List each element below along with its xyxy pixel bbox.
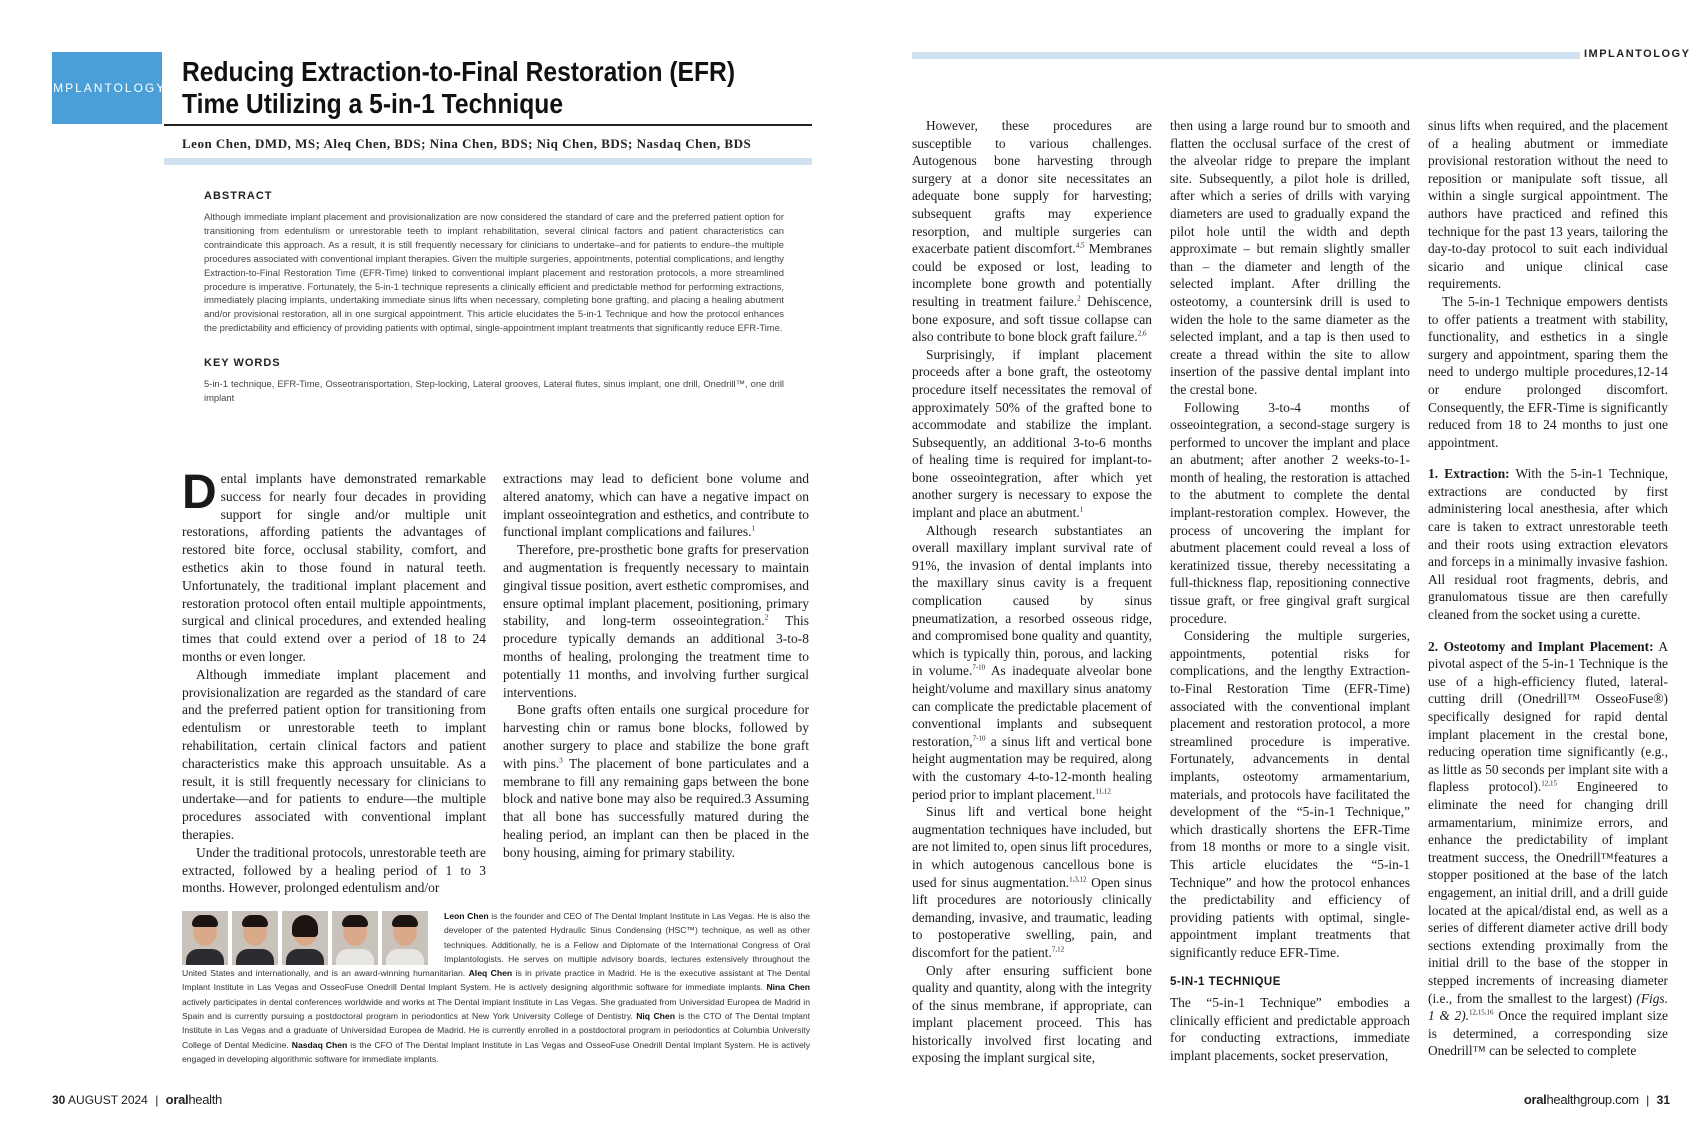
page-number: 30 <box>52 1093 66 1107</box>
drop-cap: D <box>182 466 217 519</box>
paragraph: The “5-in-1 Technique” embodies a clinically efficient and predictable approach for conducting extractions, immediate implant placements, socket preservation, <box>1170 995 1410 1063</box>
magazine-logo: oralhealth <box>165 1092 222 1107</box>
left-body-column-2 <box>503 470 809 862</box>
paragraph: Therefore, pre-prosthetic bone grafts for preservation and augmentation is frequently necessary to maintain gingival tissue position, avert esthetic compromises, and ensure optimal implant placement, positioning, primary stability, and long-term osseointegration.$^2$ This procedure typically demands an additional 3-to-8 months of healing, prolonging the treatment time to potentially 11 months, and involving further surgical interventions. <box>503 542 809 700</box>
paragraph: extractions may lead to deficient bone volume and altered anatomy, which can have a negative impact on implant osseointegration and esthetics, and contribute to functional implant complications and failures.$^1$ <box>503 471 809 540</box>
website-logo: oralhealthgroup.com <box>1523 1092 1639 1107</box>
keywords-heading: KEY WORDS <box>204 357 281 370</box>
right-body-column-1 <box>912 117 1152 1067</box>
paragraph: then using a large round bur to smooth and flatten the occlusal surface of the crest of the alveolar ridge to prepare the implant site. Subsequently, a pilot hole is drilled, after which a series of drills with varying diameters are used to gradually expand the pilot hole until the width and depth approximate – but remain slightly smaller than – the diameter and length of the selected implant. After drilling the osteotomy, a countersink drill is used to widen the hole to the same diameter as the selected implant, and a tap is then used to create a thread within the site to allow insertion of the passive dental implant into the crestal bone. <box>1170 118 1410 397</box>
author-line: Leon Chen, DMD, MS; Aleq Chen, BDS; Nina Chen, BDS; Niq Chen, BDS; Nasdaq Chen, BDS <box>182 136 752 151</box>
abstract-block <box>204 190 784 405</box>
running-head: IMPLANTOLOGY <box>1584 48 1691 60</box>
paragraph: The 5-in-1 Technique empowers dentists to offer patients a treatment with stability, functionality, and esthetics in a single surgery and appointment, sparing them the need to undergo multiple procedures,12-14 or endure prolonged discomfort. Consequently, the EFR-Time is significantly reduced from 18 to 24 months to just one appointment. <box>1428 293 1668 450</box>
paragraph: Considering the multiple surgeries, appointments, potential risks for complications, and the lengthy Extraction-to-Final Restoration Time (EFR-Time) associated with the conventional implant placement and restoration protocol, a more streamlined procedure is imperative. Fortunately, advancements in dental implants, osteotomy armamentarium, materials, and protocols have facilitated the development of the “5-in-1 Technique,” which drastically shortens the EFR-Time from 18 months or more to a single visit. This article elucidates the “5-in-1 Technique” and how the protocol enhances the predictability and efficiency of providing patients with optimal, single-appointment implant treatments that significantly reduce EFR-Time. <box>1170 628 1410 960</box>
issue-date: AUGUST 2024 <box>68 1093 148 1107</box>
title-line-2: Time Utilizing a 5-in-1 Technique <box>182 88 564 119</box>
section-tab: IMPLANTOLOGY <box>52 52 162 124</box>
header-blue-rule-right <box>912 52 1580 59</box>
paragraph: Under the traditional protocols, unrestorable teeth are extracted, followed by a healing period of 1 to 3 months. However, prolonged edentulism and/or <box>182 844 486 896</box>
right-body-column-2 <box>1170 117 1410 1064</box>
right-folio: oralhealthgroup.com | 31 <box>1523 1092 1670 1107</box>
abstract-heading: ABSTRACT <box>204 190 273 202</box>
paragraph: However, these procedures are susceptible to various challenges. Autogenous bone harvesting through surgery at a donor site necessitates an adequate bone supply for harvesting; subsequent grafts may experience resorption, and multiple surgeries can exacerbate patient discomfort.$^{4,5}$ Membranes could be exposed or lost, leading to incomplete bone growth and potentially resulting in treatment failure.$^2$ Dehiscence, bone exposure, and soft tissue collapse can also contribute to bone block graft failure.$^{2,6}$ <box>912 118 1153 345</box>
paragraph: Although research substantiates an overall maxillary implant survival rate of 91%, the invasion of dental implants into the maxillary sinus cavity is a frequent complication caused by sinus pneumatization, a resorbed osseous ridge, and compromised bone quality and quantity, which is typically thin, porous, and lacking in volume.$^{7-10}$ As inadequate alveolar bone height/volume and maxillary sinus anatomy can complicate the predictable placement of conventional implants and subsequent restoration,$^{7-10}$ a sinus lift and vertical bone height augmentation may be required, along with the customary 4-to-12-month healing period prior to implant placement.$^{11,12}$ <box>912 522 1153 802</box>
keywords-text: 5-in-1 technique, EFR-Time, Osseotransportation, Step-locking, Lateral grooves, Lateral flutes, sinus implant, one drill, Onedrill™, one drill implant <box>204 378 784 404</box>
title-line-1: Reducing Extraction-to-Final Restoration (EFR) <box>182 56 736 87</box>
paragraph: Although immediate implant placement and provisionalization are regarded as the standard of care and the preferred patient option for transitioning from edentulism or unrestorable teeth to implant rehabilitation, certain clinical factors and patient characteristics make this approach unsuitable. As a result, it is still frequently necessary for clinicians to undertake—and for patients to endure—the multiple procedures associated with conventional implant therapies. <box>182 666 486 842</box>
paragraph: 1. Extraction: With the 5-in-1 Technique, extractions are conducted by first administering local anesthesia, after which care is taken to extract unrestorable teeth and their roots using extraction elevators and forceps in a minimally invasive fashion. All residual root fragments, debris, and granulomatous tissue are then carefully cleaned from the socket using a curette. <box>1428 466 1668 623</box>
step-heading: 1. Extraction: <box>1428 466 1510 482</box>
title-rule <box>164 124 812 126</box>
paragraph: Bone grafts often entails one surgical procedure for harvesting chin or ramus bone blocks, followed by another surgery to place and stabilize the bone graft with pins.$^3$ The placement of bone particulates and a membrane to fill any remaining gaps between the bone block and native bone may also be required.3 Assuming that all bone has successfully matured during the healing period, an implant can then be placed in the bony housing, aiming for primary stability. <box>503 702 809 860</box>
paragraph: 2. Osteotomy and Implant Placement: A pivotal aspect of the 5-in-1 Technique is the use of a high-efficiency fluted, lateral-cutting drill (Onedrill™ OsseoFuse®) specifically designed for rapid dental implant placement in the crestal bone, reducing operation time significantly (e.g., as little as 50 seconds per implant site with a flapless protocol).$^{12,15}$ Engineered to eliminate the need for changing drill armamentarium, minimize errors, and enhance the predictability of implant treatment success, the Onedrill™features a stopper positioned at the base of the latch engagement, an initial drill, and a drill guide located at the apical/distal end, as well as a series of different diameter active drill body sections extending proximally from the initial drill to the base of the stopper in stepped increments of increasing diameter (i.e., from the smallest to the largest) (Figs. 1 & 2).$^{12,15,16}$ Once the required implant size is determined, a corresponding size Onedrill™ can be selected to complete <box>1428 638 1669 1059</box>
author-bio: Leon Chen is the founder and CEO of The Dental Implant Institute in Las Vegas. He is also the developer of the patented Hydraulic Sinus Condensing (HSC™) technique, as well as other techniques. Additionally, he is a Fellow and Diplomate of the International Congress of Oral Implantologists. He serves on multiple advisory boards, lectures extensively throughout the United States and internationally, and is an award-winning humanitarian. Aleq Chen is in private practice in Madrid. He is the executive assistant at The Dental Implant Institute in Las Vegas and OsseoFuse Onedrill Dental Implant System. He is actively designing algorithmic software for immediate implants. Nina Chen actively participates in dental conferences worldwide and works at The Dental Implant Institute in Las Vegas. She graduated from Universidad Europea de Madrid in Spain and is currently pursuing a postdoctoral program in periodontics at New York University College of Dentistry. Niq Chen is the CTO of The Dental Implant Institute in Las Vegas and a graduate of Universidad Europea de Madrid. He is currently enrolled in a postdoctoral program in periodontics at Columbia University College of Dental Medicine. Nasdaq Chen is the CFO of The Dental Implant Institute in Las Vegas and OsseoFuse Onedrill Dental Implant System. He is actively engaged in developing algorithmic software for immediate implants. <box>182 911 811 1064</box>
abstract-text: Although immediate implant placement and provisionalization are now considered the standard of care and the preferred patient option for transitioning from edentulism or unrestorable teeth to implant rehabilitation, several clinical factors and patient characteristics can contraindicate this approach. As a result, it is still frequently necessary for clinicians to undertake–and for patients to endure–the multiple procedures associated with conventional implant therapies. Given the multiple surgeries, appointments, potential complications, and lengthy Extraction-to-Final Restoration Time (EFR-Time) linked to conventional implant placement and restoration protocols, a more streamlined procedure is imperative. Fortunately, the 5-in-1 technique represents a clinically efficient and predictable method for performing extractions, immediately placing implants, undertaking immediate sinus lifts when necessary, completing bone grafting, and placing a healing abutment and/or provisional restoration, all in one surgical appointment. This article elucidates the 5-in-1 Technique and how the protocol enhances the predictability and efficiency of providing patients with optimal, single-appointment implant treatments that significantly reduce EFR-Time. <box>204 211 784 334</box>
paragraph: Dental implants have demonstrated remarkable success for nearly four decades in providing support for single and/or multiple unit restorations, affording patients the advantages of restored bite force, occlusal stability, comfort, and esthetics akin to those found in natural teeth. Unfortunately, the traditional implant placement and restoration protocol often entail multiple appointments, surgical and clinical procedures, and extended healing times that could extend over a period of 18 to 24 months or even longer. <box>182 466 486 664</box>
paragraph: Following 3-to-4 months of osseointegration, a second-stage surgery is performed to uncover the implant and place an abutment; after another 2 weeks-to-1-month of healing, the restoration is attached to the abutment to complete the dental implant-restoration complex. However, the process of uncovering the implant for abutment placement could reveal a loss of keratinized tissue, thereby necessitating a full-thickness flap, repositioning connective tissue graft, or free gingival graft surgical procedure. <box>1170 399 1410 626</box>
article-title <box>182 56 745 120</box>
paragraph: Only after ensuring sufficient bone quality and quantity, along with the integrity of the sinus membrane, if appropriate, can implant placement proceed. This has historically involved first locating and exposing the implant surgical site, <box>912 962 1152 1066</box>
step-heading: 2. Osteotomy and Implant Placement: <box>1428 638 1654 654</box>
paragraph: sinus lifts when required, and the placement of a healing abutment or immediate provisional restoration without the need to reposition or manipulate soft tissue, all within a single surgical appointment. The authors have practiced and refined this technique for the past 13 years, tailoring the day-to-day protocol to suit each individual sicario and unique clinical case requirements. <box>1428 118 1668 292</box>
section-heading: 5-IN-1 TECHNIQUE <box>1170 975 1281 988</box>
left-body-column-1 <box>182 466 486 897</box>
header-blue-rule <box>164 158 812 165</box>
paragraph: Sinus lift and vertical bone height augmentation techniques have included, but are not limited to, open sinus lift procedures, in which autogenous cancellous bone is used for sinus augmentation.$^{1,3,12}$ Open sinus lift procedures are notoriously clinically demanding, invasive, and traumatic, leading to postoperative swelling, pain, and discomfort for the patient.$^{7,12}$ <box>912 804 1153 960</box>
right-body-column-3 <box>1428 117 1668 1060</box>
left-folio: 30 AUGUST 2024 | oralhealth <box>52 1092 222 1107</box>
page-number: 31 <box>1656 1093 1670 1107</box>
paragraph: Surprisingly, if implant placement proceeds after a bone graft, the osteotomy procedure itself necessitates the removal of approximately 50% of the grafted bone to accommodate and stabilize the implant. Subsequently, an additional 3-to-6 months of healing time is required for implant-to-bone osseointegration, after which yet another surgery is necessary to expose the implant and place an abutment.$^1$ <box>912 346 1152 521</box>
